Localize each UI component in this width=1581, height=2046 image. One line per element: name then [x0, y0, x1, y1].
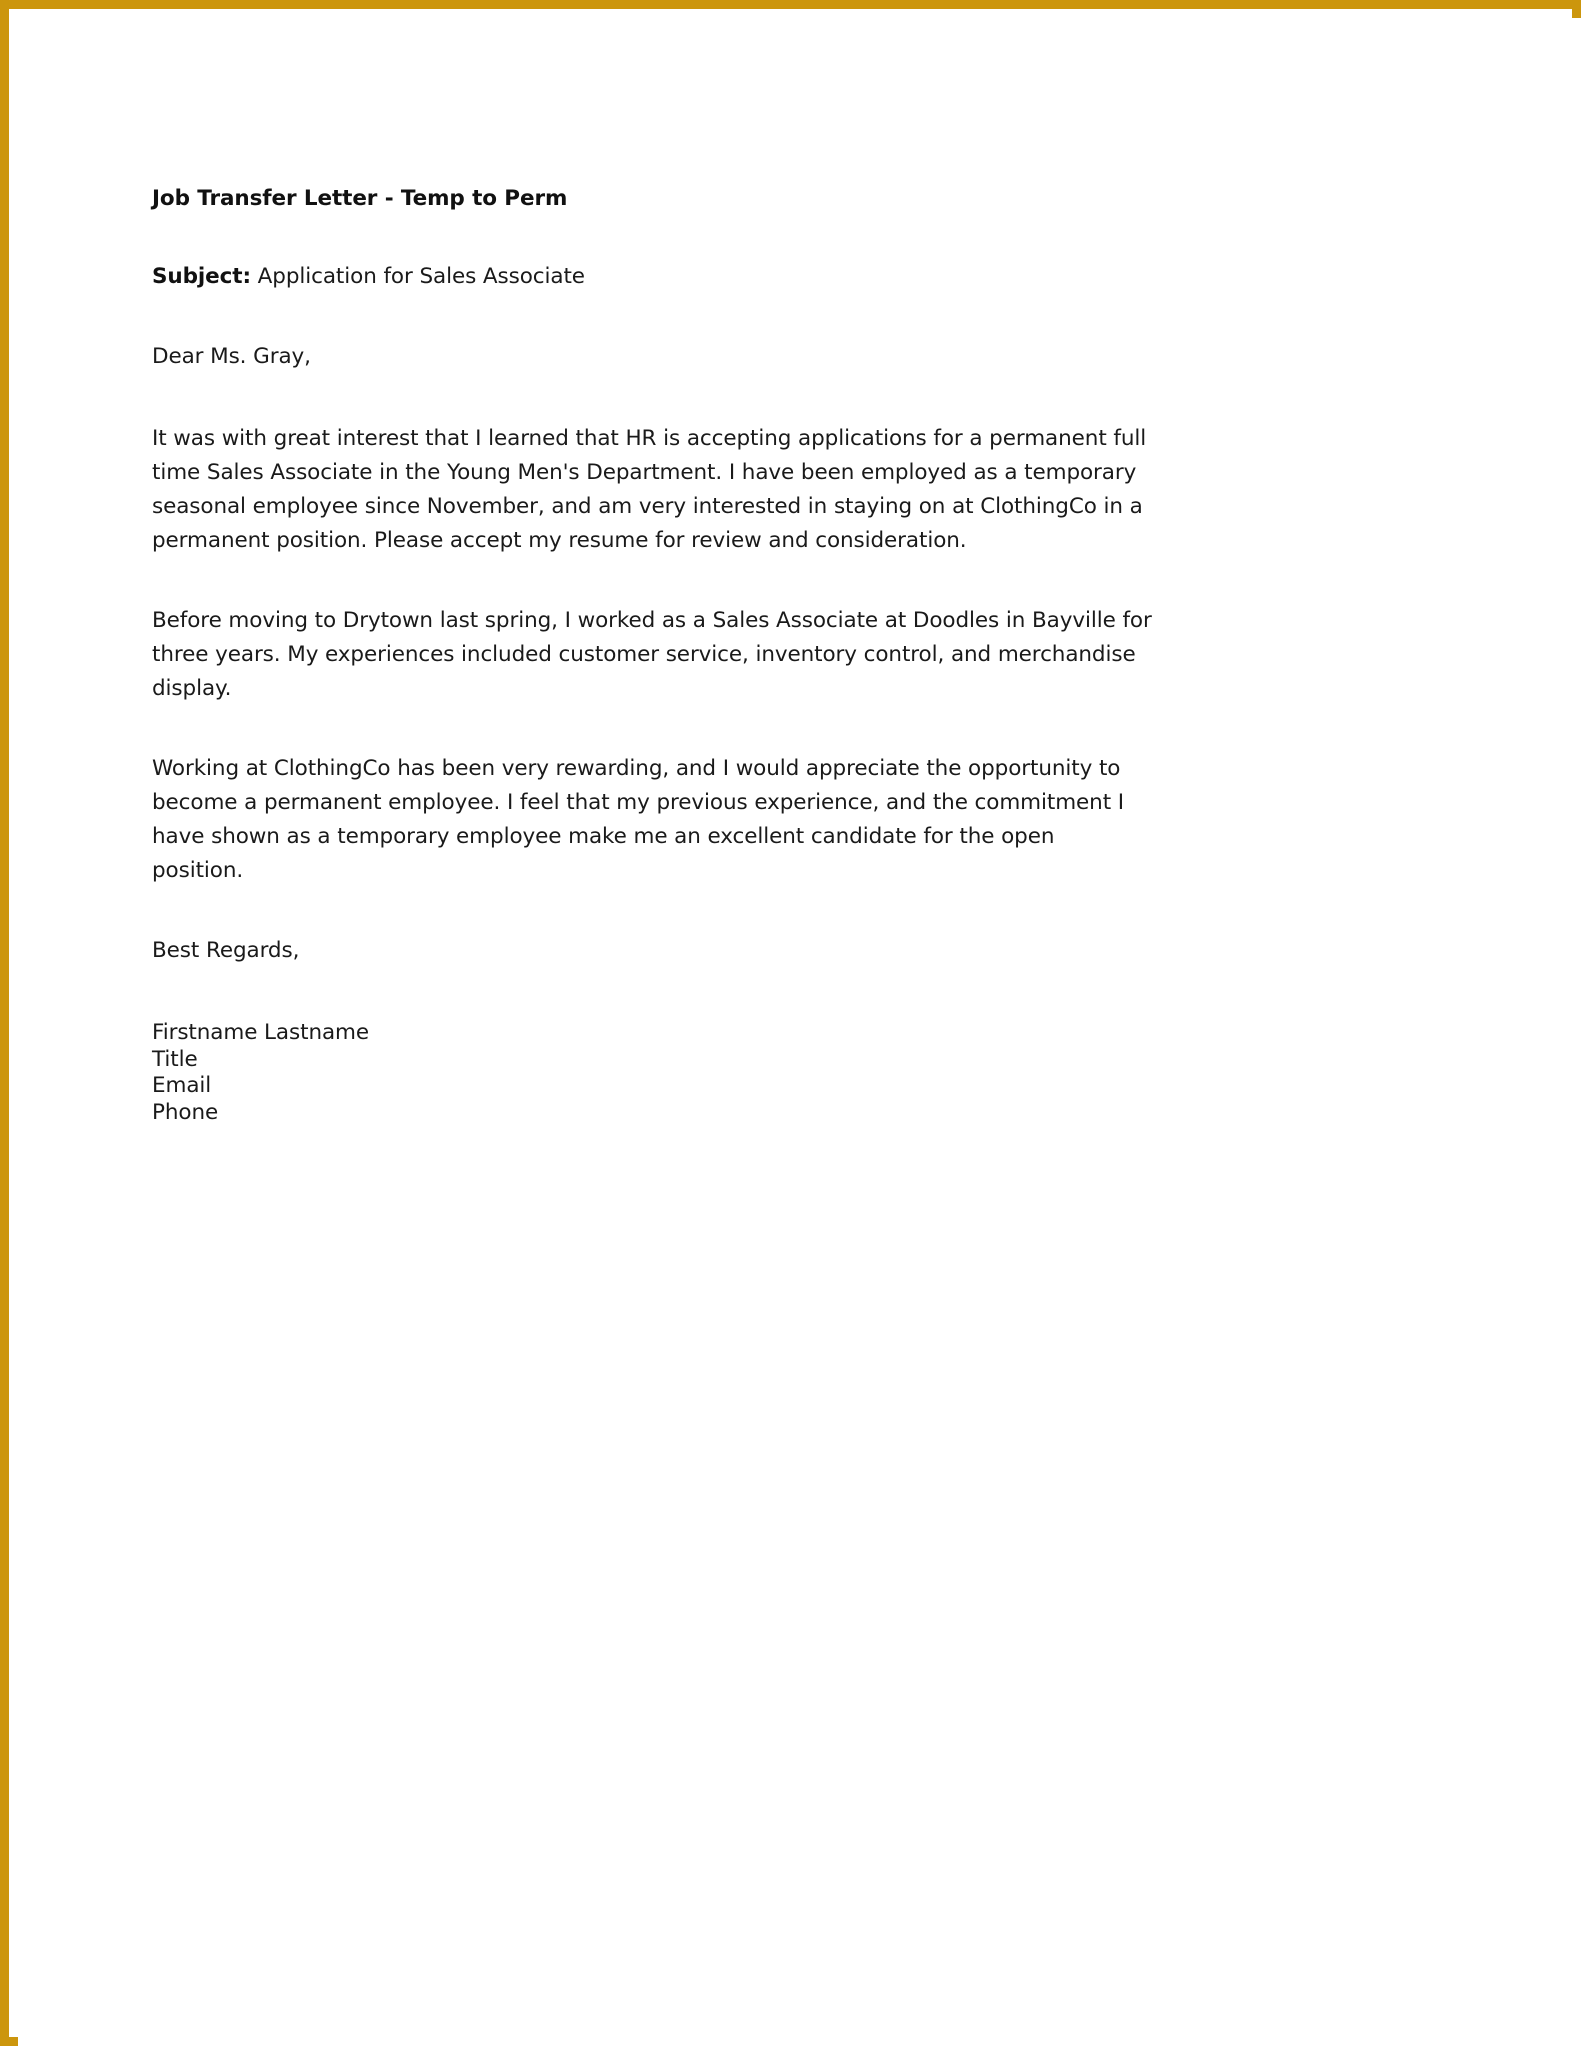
signature-phone: Phone [152, 1099, 219, 1125]
subject-line [152, 260, 1152, 294]
page-title: Job Transfer Letter - Temp to Perm [152, 186, 568, 211]
letter-content [152, 182, 1152, 1126]
body-paragraph-1: It was with great interest that I learned that HR is accepting applications for a permanent full time Sales Associate in the Young Men's Department. I have been employed as a temporary seasonal employee since November, and am very interested in staying on at ClothingCo in a permanent position. Please accept my resume for review and consideration. [152, 426, 1147, 553]
signature-name: Firstname Lastname [152, 1020, 370, 1045]
signature-email: Email [152, 1073, 212, 1098]
closing-salutation: Best Regards, [152, 938, 300, 963]
salutation: Dear Ms. Gray, [152, 344, 311, 369]
subject-label: Subject: [152, 264, 251, 289]
signature-block [152, 1020, 1152, 1126]
body-paragraph-3: Working at ClothingCo has been very rewarding, and I would appreciate the opportunity to become a permanent employee. I feel that my previous experience, and the commitment I have shown as a temporary employee make me an excellent candidate for the open position. [152, 756, 1125, 883]
signature-title: Title [152, 1046, 198, 1072]
subject-value: Application for Sales Associate [250, 264, 585, 289]
body-paragraph-2: Before moving to Drytown last spring, I worked as a Sales Associate at Doodles in Bayville for three years. My experiences included customer service, inventory control, and merchandise display. [152, 608, 1152, 701]
letter-sheet [18, 18, 1581, 2046]
